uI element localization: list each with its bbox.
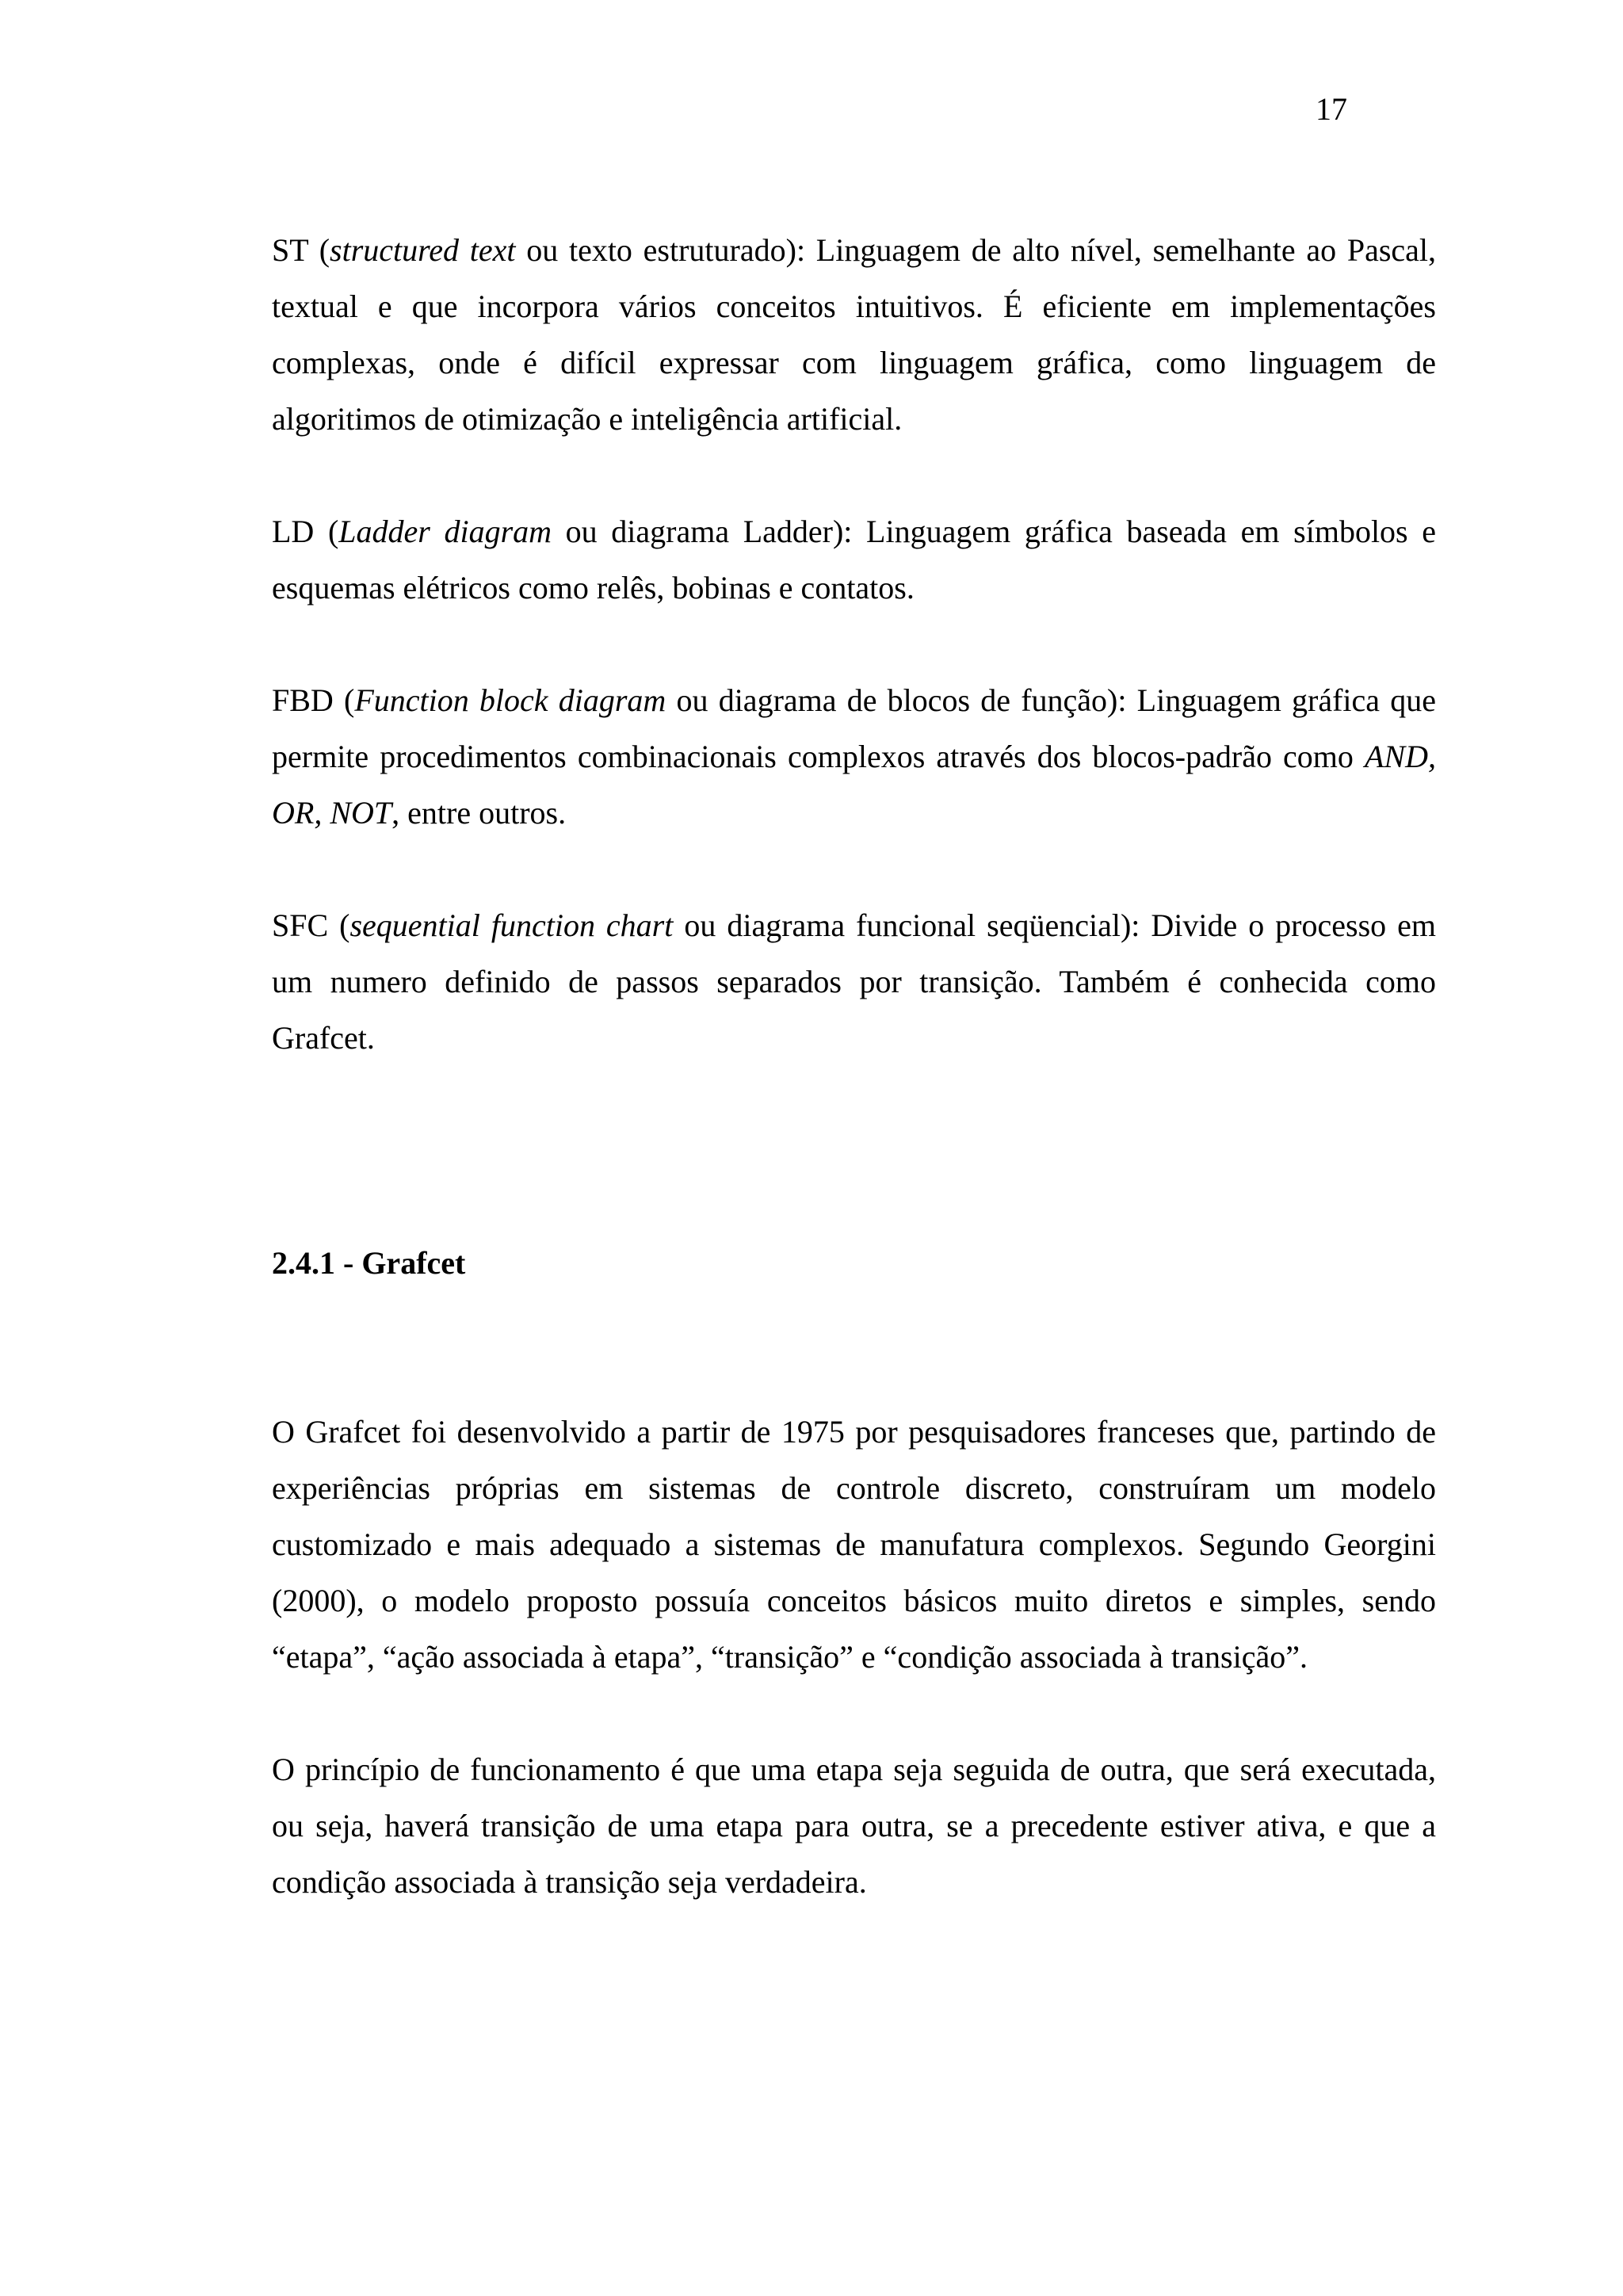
st-term: structured text	[330, 232, 516, 268]
fbd-label: FBD (	[272, 682, 355, 718]
paragraph-fbd	[272, 672, 1436, 841]
fbd-end: , entre outros.	[391, 795, 567, 831]
ld-label: LD (	[272, 514, 339, 549]
paragraph-sfc	[272, 897, 1436, 1066]
ld-text: ou diagrama Ladder): Linguagem gráfica baseada em símbolos e esquemas elétricos como relês, bobinas e contatos.	[272, 514, 1436, 606]
ld-term: Ladder diagram	[338, 514, 552, 549]
paragraph-grafcet-history: O Grafcet foi desenvolvido a partir de 1975 por pesquisadores franceses que, partindo de experiências próprias em sistemas de controle discreto, construíram um modelo customizado e mais adequado a sistemas de manufatura complexos. Segundo Georgini (2000), o modelo proposto possuía conceitos básicos muito diretos e simples, sendo “etapa”, “ação associada à etapa”, “transição” e “condição associada à transição”.	[272, 1414, 1436, 1675]
fbd-blocks: AND, OR, NOT	[272, 739, 1436, 831]
st-text: ou texto estruturado): Linguagem de alto nível, semelhante ao Pascal, textual e que incorpora vários conceitos intuitivos. É eficiente em implementações complexas, onde é difícil expressar com linguagem gráfica, como linguagem de algoritimos de otimização e inteligência artificial.	[272, 232, 1437, 437]
paragraph-ld	[272, 503, 1436, 616]
paragraph-grafcet-principle: O princípio de funcionamento é que uma etapa seja seguida de outra, que será executada, ou seja, haverá transição de uma etapa para outra, se a precedente estiver ativa, e que a condição associada à transição seja verdadeira.	[272, 1752, 1436, 1900]
sfc-label: SFC (	[272, 907, 350, 943]
section-heading: 2.4.1 - Grafcet	[272, 1245, 466, 1281]
page-content	[272, 222, 1436, 1910]
fbd-term: Function block diagram	[354, 682, 666, 718]
fbd-text: ou diagrama de blocos de função): Linguagem gráfica que permite procedimentos combinacionais complexos através dos blocos-padrão como	[272, 682, 1436, 774]
sfc-term: sequential function chart	[349, 907, 674, 943]
sfc-text: ou diagrama funcional seqüencial): Divide o processo em um numero definido de passos separados por transição. Também é conhecida como Grafcet.	[272, 907, 1436, 1056]
page-number: 17	[1316, 91, 1347, 127]
st-label: ST (	[272, 232, 330, 268]
paragraph-st	[272, 222, 1436, 447]
